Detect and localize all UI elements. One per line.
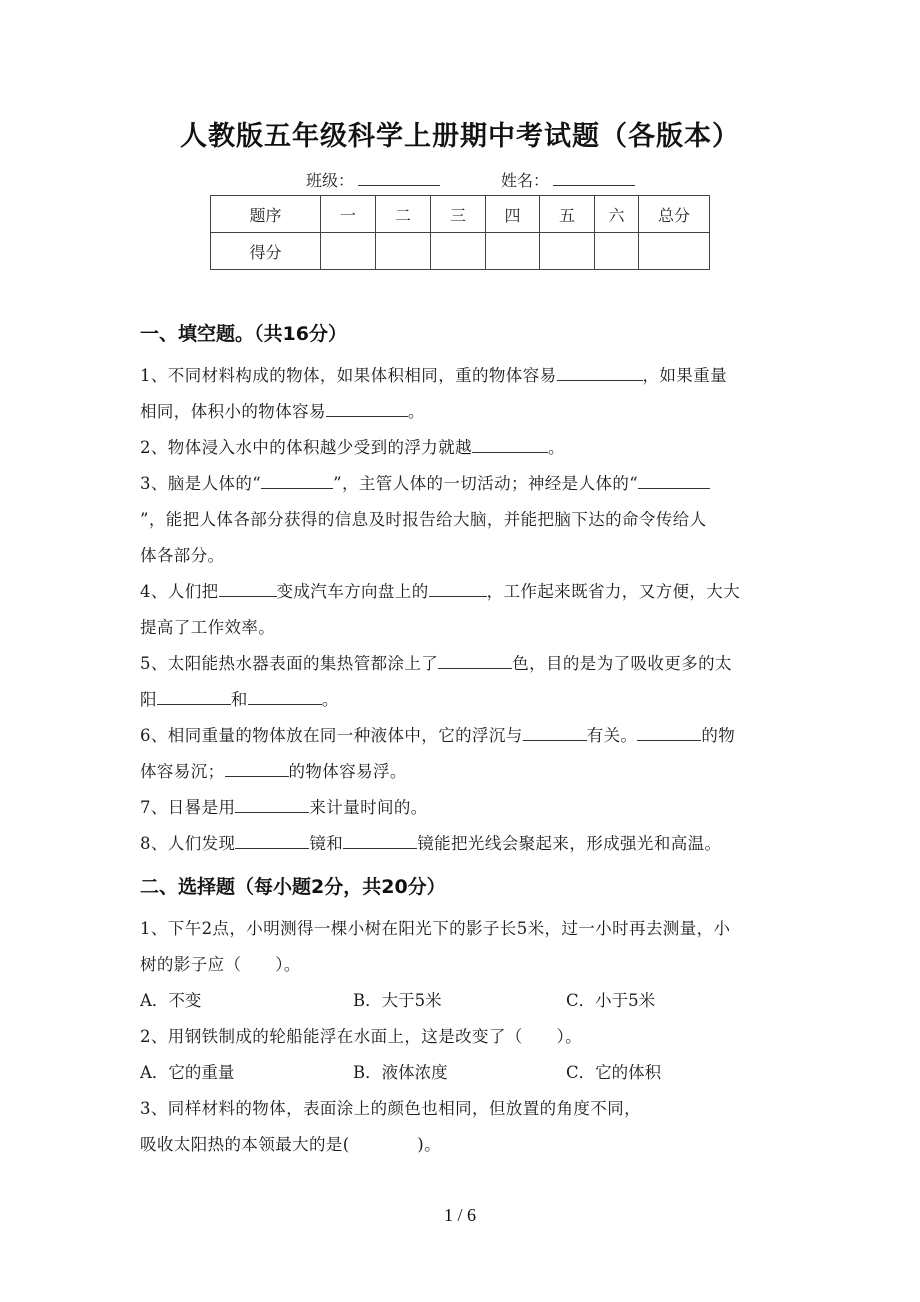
question-line: 1、下午2点，小明测得一棵小树在阳光下的影子长5米，过一小时再去测量，小 (140, 919, 731, 938)
text: 有关。 (586, 726, 638, 745)
score-row-label: 得分 (211, 233, 321, 270)
text: 镜能把光线会聚起来，形成强光和高温。 (417, 834, 722, 853)
answer-blank[interactable] (637, 726, 701, 741)
section-heading-fill-in: 一、填空题。（共16分） (140, 323, 347, 345)
score-header-cell: 五 (540, 196, 595, 233)
text: 的物 (701, 726, 736, 745)
question-line (140, 578, 740, 602)
question-line: 吸收太阳热的本领最大的是( )。 (140, 1135, 441, 1154)
option-b[interactable]: B．液体浓度 (353, 1063, 448, 1082)
question-line (140, 398, 425, 422)
score-cell[interactable] (595, 233, 639, 270)
class-label: 班级： (306, 171, 355, 190)
question-line (140, 686, 339, 710)
text: 1、不同材料构成的物体，如果体积相同，重的物体容易 (140, 366, 557, 385)
text: 5、太阳能热水器表面的集热管都涂上了 (140, 654, 439, 673)
score-header-cell: 六 (595, 196, 639, 233)
option-b[interactable]: B．大于5米 (353, 991, 442, 1010)
answer-blank[interactable] (343, 834, 417, 849)
text: 提高了工作效率。 (140, 618, 276, 637)
answer-blank[interactable] (638, 474, 710, 489)
answer-blank[interactable] (248, 690, 322, 705)
option-c[interactable]: C．它的体积 (566, 1063, 662, 1082)
name-blank[interactable] (553, 171, 635, 186)
score-cell[interactable] (431, 233, 486, 270)
question-line (140, 758, 407, 782)
score-header-cell: 一 (321, 196, 376, 233)
text: 相同，体积小的物体容易 (140, 402, 326, 421)
text: 和 (230, 690, 248, 709)
score-header-cell: 题序 (211, 196, 321, 233)
text: ”，主管人体的一切活动；神经是人体的“ (333, 474, 639, 493)
question-line: 3、同样材料的物体，表面涂上的颜色也相同，但放置的角度不同， (140, 1099, 641, 1118)
text: 6、相同重量的物体放在同一种液体中，它的浮沉与 (140, 726, 523, 745)
answer-blank[interactable] (235, 798, 309, 813)
name-label: 姓名： (501, 171, 550, 190)
question-line: 树的影子应（ ）。 (140, 955, 301, 974)
score-cell[interactable] (486, 233, 540, 270)
text: ，工作起来既省力，又方便，大大 (486, 582, 741, 601)
class-blank[interactable] (358, 171, 440, 186)
text: 色，目的是为了吸收更多的太 (512, 654, 732, 673)
text: 体各部分。 (140, 546, 225, 565)
text: 体容易沉； (140, 762, 225, 781)
score-cell[interactable] (540, 233, 595, 270)
answer-blank[interactable] (235, 834, 309, 849)
text: 变成汽车方向盘上的 (276, 582, 429, 601)
text: ”，能把人体各部分获得的信息及时报告给大脑，并能把脑下达的命令传给人 (140, 510, 707, 529)
question-line: 2、用钢铁制成的轮船能浮在水面上，这是改变了（ ）。 (140, 1027, 583, 1046)
page-title: 人教版五年级科学上册期中考试题（各版本） (180, 121, 740, 152)
score-table (210, 195, 710, 270)
question-line (140, 722, 735, 746)
text: 来计量时间的。 (309, 798, 428, 817)
text: 镜和 (309, 834, 344, 853)
answer-blank[interactable] (225, 762, 289, 777)
class-field (306, 168, 440, 191)
answer-blank[interactable] (557, 366, 643, 381)
question-line (140, 362, 727, 386)
question-line (140, 830, 721, 854)
section-heading-multiple-choice: 二、选择题（每小题2分，共20分） (140, 876, 446, 898)
score-cell[interactable] (376, 233, 431, 270)
option-a[interactable]: A．不变 (140, 991, 202, 1010)
question-line (140, 542, 225, 566)
name-field (501, 168, 635, 191)
text: 的物体容易浮。 (288, 762, 407, 781)
score-header-cell: 总分 (639, 196, 710, 233)
text: 阳 (140, 690, 157, 709)
score-header-cell: 三 (431, 196, 486, 233)
answer-blank[interactable] (157, 690, 231, 705)
text: 2、物体浸入水中的体积越少受到的浮力就越 (140, 438, 472, 457)
text: 。 (548, 438, 565, 457)
score-cell[interactable] (639, 233, 710, 270)
score-header-cell: 二 (376, 196, 431, 233)
question-line (140, 614, 275, 638)
question-line (140, 506, 707, 530)
text: 4、人们把 (140, 582, 219, 601)
question-line (140, 434, 565, 458)
score-header-cell: 四 (486, 196, 540, 233)
text: ，如果重量 (642, 366, 727, 385)
question-line (140, 650, 732, 674)
text: 7、日晷是用 (140, 798, 236, 817)
question-line (140, 794, 428, 818)
answer-blank[interactable] (261, 474, 333, 489)
text: 3、脑是人体的“ (140, 474, 262, 493)
text: 8、人们发现 (140, 834, 236, 853)
answer-blank[interactable] (472, 438, 548, 453)
answer-blank[interactable] (219, 582, 277, 597)
answer-blank[interactable] (326, 402, 408, 417)
answer-blank[interactable] (523, 726, 587, 741)
answer-blank[interactable] (429, 582, 487, 597)
question-line (140, 470, 710, 494)
option-a[interactable]: A．它的重量 (140, 1063, 235, 1082)
page-number: 1 / 6 (443, 1205, 476, 1225)
answer-blank[interactable] (438, 654, 512, 669)
score-cell[interactable] (321, 233, 376, 270)
score-table-score-row (211, 233, 710, 270)
score-table-header-row (211, 196, 710, 233)
option-c[interactable]: C．小于5米 (566, 991, 656, 1010)
text: 。 (407, 402, 425, 421)
text: 。 (321, 690, 339, 709)
